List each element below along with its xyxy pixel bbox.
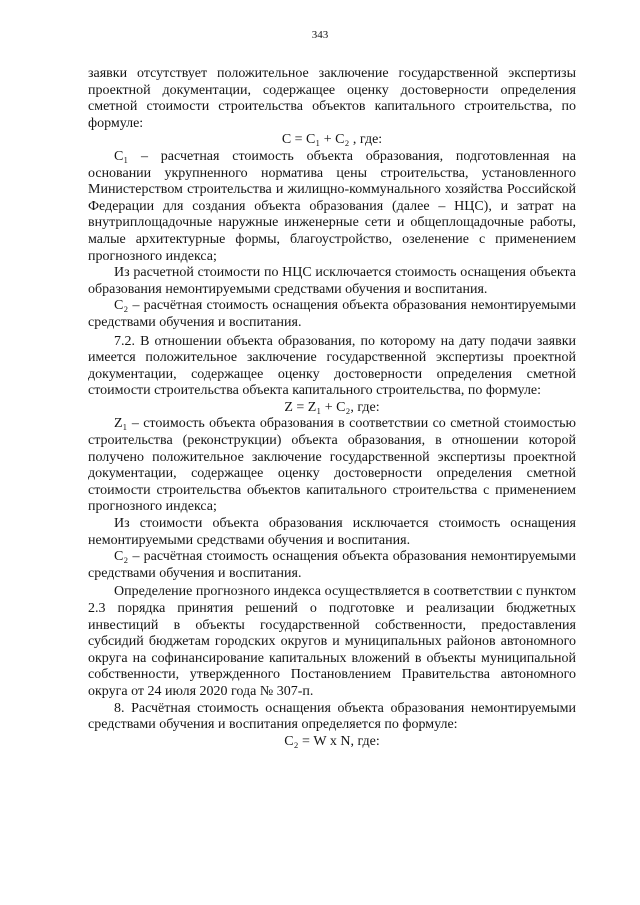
formula-c: С = С₁ + С₂ , где: [281, 132, 383, 148]
paragraph-c2-definition-2: С₂ – расчётная стоимость оснащения объекта образования немонтируемыми средствами обучения и воспитания. [88, 549, 576, 581]
formula-z: Z = Z₁ + С₂, где: [284, 399, 380, 415]
paragraph-ncs-exclusion: Из расчетной стоимости по НЦС исключается стоимость оснащения объекта образования немонтируемыми средствами обучения и воспитания. [88, 265, 576, 297]
paragraph-c1-definition: С₁ – расчетная стоимость объекта образования, подготовленная на основании укрупненного норматива цены строительства, установленного Министерством строительства и жилищно-коммунального хозяйства Российской Федерации для создания объекта образования (далее – НЦС), и затрат на внутриплощадочные наружные инженерные сети и общеплощадочные работы, малые архитектурные формы, благоустройство, озеленение с применением прогнозного индекса; [88, 148, 576, 264]
paragraph-section-7-2: 7.2. В отношении объекта образования, по которому на дату подачи заявки имеется положительное заключение государственной экспертизы проектной документации, содержащее оценку достоверности определения сметной стоимости строительства объекта капитального строительства, по формуле: [88, 333, 576, 399]
page-number: 343 [311, 29, 329, 41]
paragraph-continuation: заявки отсутствует положительное заключение государственной экспертизы проектной документации, содержащее оценку достоверности определения сметной стоимости строительства объектов капитального строительства, по формуле: [88, 66, 576, 131]
document-body [88, 66, 576, 750]
paragraph-z1-definition: Z₁ – стоимость объекта образования в соответствии со сметной стоимостью строительства (реконструкции) объекта образования, в отношении которой получено положительное заключение государственной экспертизы проектной документации, содержащее оценку достоверности определения сметной стоимости строительства объектов капитального строительства с применением прогнозного индекса; [88, 416, 576, 515]
paragraph-section-8: 8. Расчётная стоимость оснащения объекта образования немонтируемыми средствами обучения и воспитания определяется по формуле: [88, 700, 576, 733]
paragraph-cost-exclusion: Из стоимости объекта образования исключается стоимость оснащения немонтируемыми средствами обучения и воспитания. [88, 516, 576, 548]
formula-c2: С₂ = W x N, где: [284, 733, 380, 749]
paragraph-c2-definition: С₂ – расчётная стоимость оснащения объекта образования немонтируемыми средствами обучения и воспитания. [88, 298, 576, 330]
paragraph-forecast-index: Определение прогнозного индекса осуществляется в соответствии с пунктом 2.3 порядка принятия решений о подготовке и реализации бюджетных инвестиций в объекты государственной собственности, предоставления субсидий бюджетам городских округов и муниципальных районов автономного округа на софинансирование капитальных вложений в объекты муниципальной собственности, утвержденного Постановлением Правительства автономного округа от 24 июля 2020 года № 307-п. [88, 584, 576, 699]
